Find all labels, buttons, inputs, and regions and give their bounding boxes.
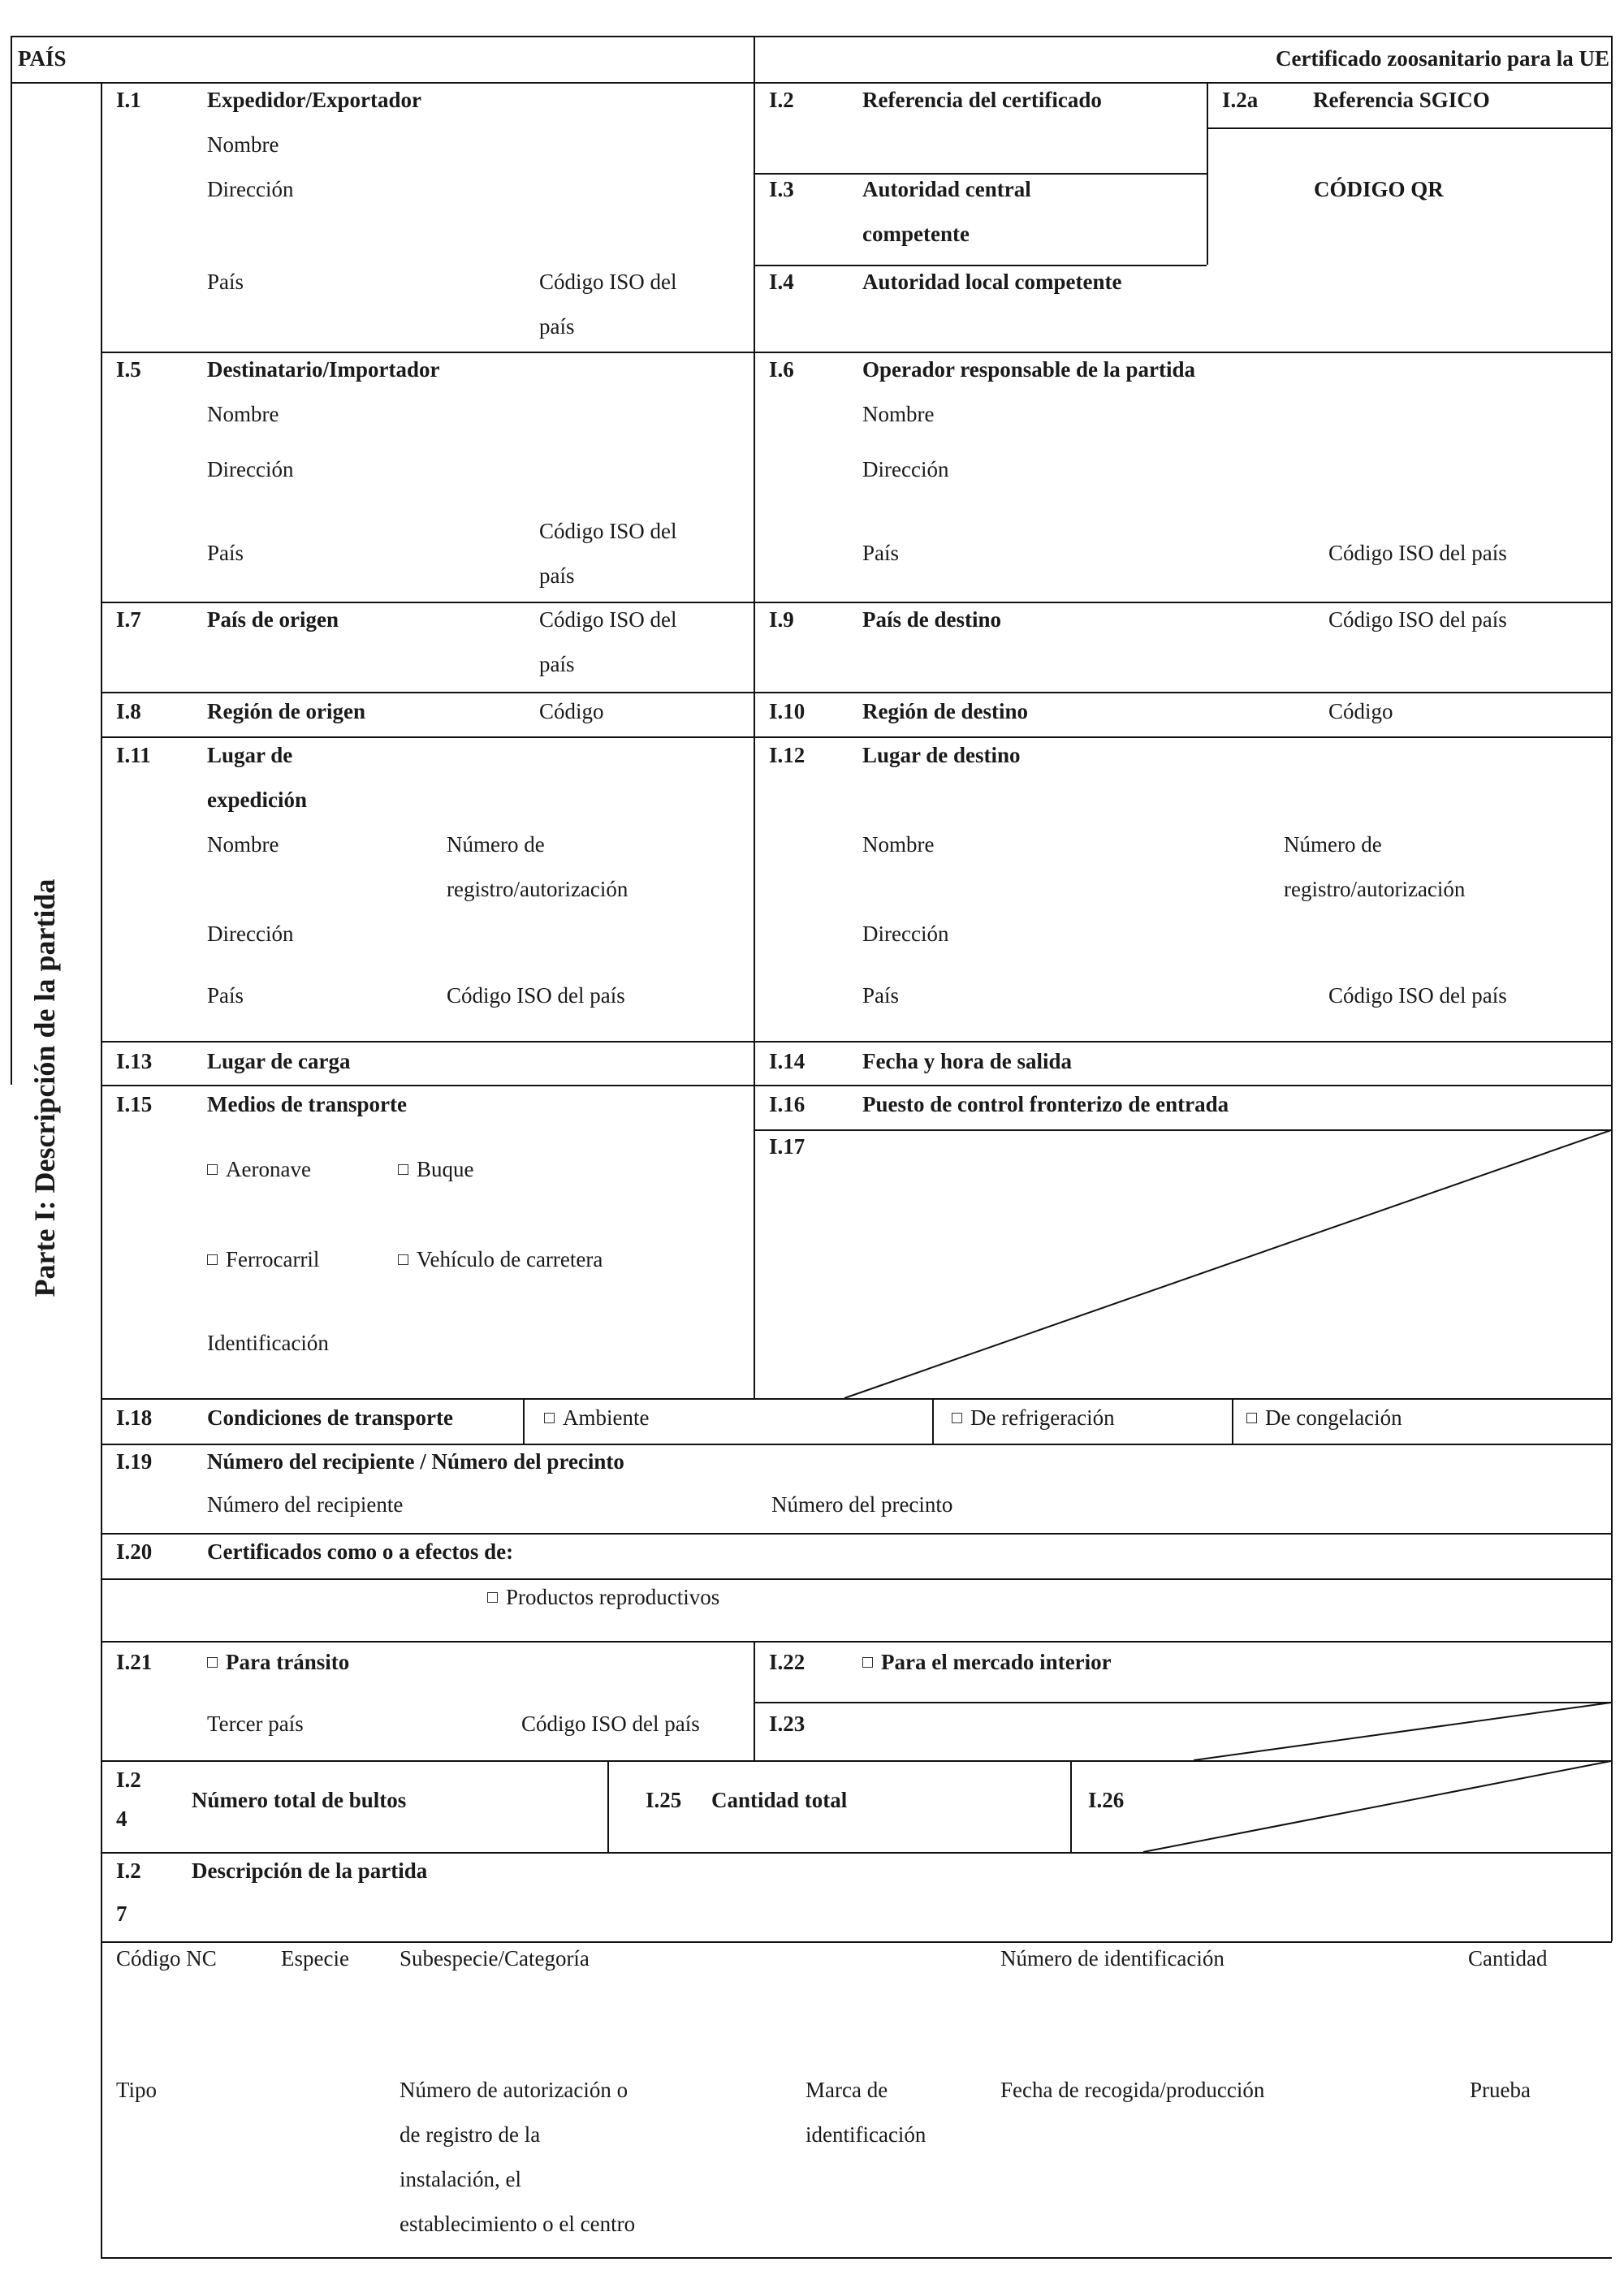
reproductive-products-label: Productos reproductivos xyxy=(506,1585,720,1609)
i7-iso-label-2: país xyxy=(539,652,575,676)
road-option[interactable] xyxy=(398,1237,603,1281)
rule xyxy=(1207,127,1612,129)
i12-reg-label-2: registro/autorización xyxy=(1284,877,1466,901)
i21-code: I.21 xyxy=(116,1650,153,1674)
i16-code: I.16 xyxy=(769,1092,806,1116)
i7-title: País de origen xyxy=(207,607,339,632)
i14-title: Fecha y hora de salida xyxy=(862,1049,1073,1073)
rule xyxy=(11,36,12,1085)
i14-code: I.14 xyxy=(769,1049,806,1073)
col-approval-line-4: establecimiento o el centro xyxy=(400,2212,636,2236)
i23-code: I.23 xyxy=(769,1712,806,1736)
col-approval-line-3: instalación, el xyxy=(400,2167,521,2191)
i5-iso-label: Código ISO del xyxy=(539,519,677,543)
internal-market-checkbox[interactable] xyxy=(862,1657,873,1668)
chilled-option[interactable] xyxy=(952,1396,1115,1440)
i11-title: Lugar de xyxy=(207,743,293,767)
internal-market-label: Para el mercado interior xyxy=(881,1650,1112,1674)
i11-iso-label: Código ISO del país xyxy=(447,983,625,1008)
rule xyxy=(607,1760,609,1852)
i3-title: Autoridad central xyxy=(862,177,1031,201)
i15-ident-label: Identificación xyxy=(207,1331,329,1355)
i2-code: I.2 xyxy=(769,88,794,112)
i26-code: I.26 xyxy=(1088,1788,1125,1812)
col-mark-line-1: Marca de xyxy=(806,2078,888,2102)
ambient-option[interactable] xyxy=(544,1396,649,1440)
i5-address-label: Dirección xyxy=(207,457,294,481)
i12-address-label: Dirección xyxy=(862,922,949,946)
i6-country-label: País xyxy=(862,541,900,565)
frozen-label: De congelación xyxy=(1265,1405,1402,1430)
col-mark-line-2: identificación xyxy=(806,2122,926,2147)
i6-code: I.6 xyxy=(769,357,794,382)
rule xyxy=(101,1760,1612,1762)
country-header: PAÍS xyxy=(18,46,67,71)
rail-label: Ferrocarril xyxy=(226,1247,320,1271)
frozen-option[interactable] xyxy=(1246,1396,1402,1440)
col-subspecies: Subespecie/Categoría xyxy=(400,1946,590,1971)
certificate-title: Certificado zoosanitario para la UE xyxy=(1276,46,1609,71)
i1-title: Expedidor/Exportador xyxy=(207,88,422,112)
col-test: Prueba xyxy=(1470,2078,1531,2102)
i12-name-label: Nombre xyxy=(862,832,935,857)
i6-address-label: Dirección xyxy=(862,457,949,481)
rule xyxy=(523,1398,525,1444)
seal-number-label: Número del precinto xyxy=(771,1492,953,1517)
sidebar-label: Parte I: Descripción de la partida xyxy=(28,878,61,1297)
qr-code-placeholder: CÓDIGO QR xyxy=(1314,177,1444,201)
i26-strike-line xyxy=(1143,1761,1611,1852)
i10-title: Región de destino xyxy=(862,699,1029,723)
i7-code: I.7 xyxy=(116,607,141,632)
i21-iso-label: Código ISO del país xyxy=(521,1712,700,1736)
col-collection-date: Fecha de recogida/producción xyxy=(1000,2078,1265,2102)
i15-title: Medios de transporte xyxy=(207,1092,407,1116)
i23-strike-line xyxy=(1194,1703,1611,1760)
rule xyxy=(754,36,755,1399)
ambient-checkbox[interactable] xyxy=(544,1413,555,1423)
i3-title-2: competente xyxy=(862,222,970,246)
i10-code-label: Código xyxy=(1328,699,1393,723)
ship-label: Buque xyxy=(417,1157,474,1181)
aircraft-option[interactable] xyxy=(207,1147,311,1191)
rule xyxy=(101,2257,1612,2259)
i20-title: Certificados como o a efectos de: xyxy=(207,1539,514,1564)
col-quantity: Cantidad xyxy=(1468,1946,1548,1971)
rule xyxy=(754,1129,1612,1131)
i19-code: I.19 xyxy=(116,1449,153,1474)
aircraft-checkbox[interactable] xyxy=(207,1164,218,1175)
reproductive-products-option[interactable] xyxy=(487,1575,719,1619)
i22-code: I.22 xyxy=(769,1650,806,1674)
i12-country-label: País xyxy=(862,983,900,1008)
i25-code: I.25 xyxy=(646,1788,682,1812)
i4-title: Autoridad local competente xyxy=(862,270,1122,294)
i1-address-label: Dirección xyxy=(207,177,294,201)
transit-checkbox[interactable] xyxy=(207,1657,218,1668)
i1-iso-label: Código ISO del xyxy=(539,270,677,294)
i1-iso-label-2: país xyxy=(539,314,575,339)
i24-code-a: I.2 xyxy=(116,1768,141,1792)
frozen-checkbox[interactable] xyxy=(1246,1413,1257,1423)
rule xyxy=(101,736,1612,738)
i6-name-label: Nombre xyxy=(862,402,935,426)
i19-title: Número del recipiente / Número del precinto xyxy=(207,1449,624,1474)
rule xyxy=(101,82,102,2258)
transit-label: Para tránsito xyxy=(226,1650,350,1674)
i20-code: I.20 xyxy=(116,1539,153,1564)
i12-reg-label: Número de xyxy=(1284,832,1382,857)
i13-code: I.13 xyxy=(116,1049,153,1073)
transit-option[interactable] xyxy=(207,1640,349,1684)
i18-title: Condiciones de transporte xyxy=(207,1405,453,1430)
aircraft-label: Aeronave xyxy=(226,1157,311,1181)
ship-option[interactable] xyxy=(398,1147,474,1191)
i2-title: Referencia del certificado xyxy=(862,88,1102,112)
i11-reg-label-2: registro/autorización xyxy=(447,877,628,901)
rule xyxy=(1070,1760,1072,1852)
i4-code: I.4 xyxy=(769,270,794,294)
i24-code-b: 4 xyxy=(116,1807,127,1831)
i9-code: I.9 xyxy=(769,607,794,632)
i1-country-label: País xyxy=(207,270,244,294)
third-country-label: Tercer país xyxy=(207,1712,304,1736)
col-identification-number: Número de identificación xyxy=(1000,1946,1224,1971)
col-species: Especie xyxy=(281,1946,349,1971)
i25-title: Cantidad total xyxy=(711,1788,848,1812)
i11-code: I.11 xyxy=(116,743,151,767)
i18-code: I.18 xyxy=(116,1405,153,1430)
i11-title-2: expedición xyxy=(207,788,308,812)
i17-code: I.17 xyxy=(769,1134,806,1159)
rule xyxy=(754,1641,755,1760)
i1-name-label: Nombre xyxy=(207,132,279,157)
col-approval-line-2: de registro de la xyxy=(400,2122,541,2147)
i2a-title: Referencia SGICO xyxy=(1313,88,1490,112)
i5-name-label: Nombre xyxy=(207,402,279,426)
chilled-label: De refrigeración xyxy=(970,1405,1115,1430)
road-label: Vehículo de carretera xyxy=(417,1247,603,1271)
i24-title: Número total de bultos xyxy=(192,1788,407,1812)
rail-checkbox[interactable] xyxy=(207,1254,218,1265)
i17-strike-line xyxy=(844,1130,1611,1398)
i9-iso-label: Código ISO del país xyxy=(1328,607,1507,632)
i5-iso-label-2: país xyxy=(539,563,575,588)
container-number-label: Número del recipiente xyxy=(207,1492,404,1517)
rail-option[interactable] xyxy=(207,1237,319,1281)
i11-address-label: Dirección xyxy=(207,922,294,946)
i10-code: I.10 xyxy=(769,699,806,723)
i12-code: I.12 xyxy=(769,743,806,767)
reproductive-products-checkbox[interactable] xyxy=(487,1592,498,1603)
i12-title: Lugar de destino xyxy=(862,743,1021,767)
ambient-label: Ambiente xyxy=(563,1405,650,1430)
i12-iso-label: Código ISO del país xyxy=(1328,983,1507,1008)
i9-title: País de destino xyxy=(862,607,1002,632)
col-nc-code: Código NC xyxy=(116,1946,217,1971)
i27-code-a: I.2 xyxy=(116,1858,141,1883)
i2a-code: I.2a xyxy=(1222,88,1259,112)
i13-title: Lugar de carga xyxy=(207,1049,351,1073)
i11-country-label: País xyxy=(207,983,244,1008)
internal-market-option[interactable] xyxy=(862,1640,1112,1684)
col-approval-line-1: Número de autorización o xyxy=(400,2078,628,2102)
i8-code: I.8 xyxy=(116,699,141,723)
i15-code: I.15 xyxy=(116,1092,153,1116)
i11-name-label: Nombre xyxy=(207,832,279,857)
i3-code: I.3 xyxy=(769,177,794,201)
rule xyxy=(1232,1398,1233,1444)
i5-country-label: País xyxy=(207,541,244,565)
i27-title: Descripción de la partida xyxy=(192,1858,428,1883)
i7-iso-label: Código ISO del xyxy=(539,607,677,632)
rule xyxy=(932,1398,934,1444)
ship-checkbox[interactable] xyxy=(398,1164,408,1175)
chilled-checkbox[interactable] xyxy=(952,1413,962,1423)
i8-title: Región de origen xyxy=(207,699,365,723)
rule xyxy=(754,1702,1612,1703)
rule xyxy=(1207,82,1208,265)
i8-code-label: Código xyxy=(539,699,604,723)
rule xyxy=(1611,36,1613,1941)
road-checkbox[interactable] xyxy=(398,1254,408,1265)
i16-title: Puesto de control fronterizo de entrada xyxy=(862,1092,1229,1116)
col-type: Tipo xyxy=(116,2078,158,2102)
i11-reg-label: Número de xyxy=(447,832,545,857)
i6-iso-label: Código ISO del país xyxy=(1328,541,1507,565)
rule xyxy=(101,1578,1612,1580)
i1-code: I.1 xyxy=(116,88,141,112)
i27-code-b: 7 xyxy=(116,1902,127,1926)
i5-title: Destinatario/Importador xyxy=(207,357,440,382)
i5-code: I.5 xyxy=(116,357,141,382)
i6-title: Operador responsable de la partida xyxy=(862,357,1196,382)
